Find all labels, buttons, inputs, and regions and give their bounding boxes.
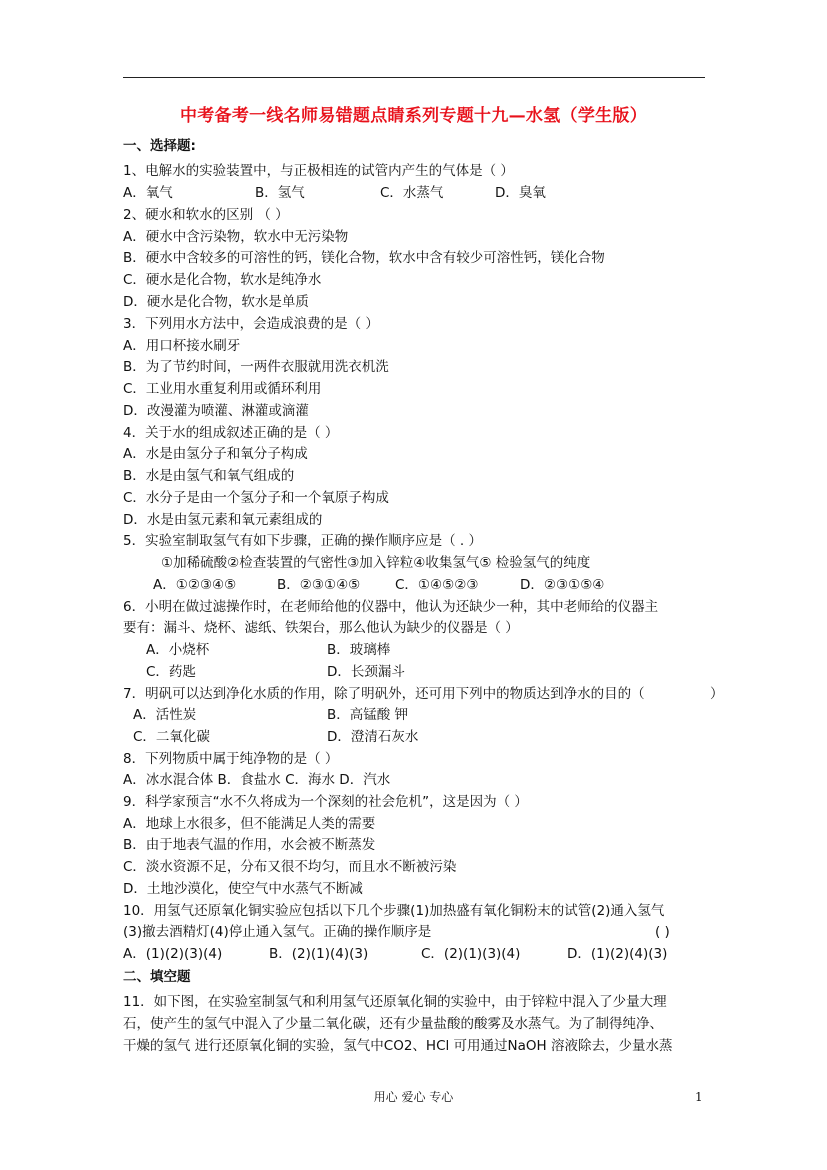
option: C．药匙: [146, 664, 196, 680]
header-rule: [123, 77, 705, 78]
question-2: 2、硬水和软水的区别 （ ）: [123, 207, 289, 223]
option: C．(2)(1)(3)(4): [421, 946, 521, 962]
option: D．长颈漏斗: [327, 664, 405, 680]
option: D．澄清石灰水: [327, 729, 419, 745]
question-7-close-paren: ）: [710, 686, 724, 702]
question-3-option-c: C．工业用水重复利用或循环利用: [123, 381, 322, 397]
option: C．水蒸气: [380, 185, 444, 201]
option: D．②③①⑤④: [520, 577, 605, 593]
question-1: 1、电解水的实验装置中，与正极相连的试管内产生的气体是（ ）: [123, 163, 514, 179]
question-10-answer-paren: ( ): [655, 924, 670, 940]
question-9-option-c: C．淡水资源不足，分布又很不均匀，而且水不断被污染: [123, 859, 457, 875]
question-9-option-b: B．由于地表气温的作用，水会被不断蒸发: [123, 837, 376, 853]
question-3: 3．下列用水方法中，会造成浪费的是（ ）: [123, 316, 379, 332]
option: D．臭氧: [495, 185, 546, 201]
option: A．①②③④⑤: [153, 577, 237, 593]
option: B．氢气: [255, 185, 305, 201]
document-title: 中考备考一线名师易错题点睛系列专题十九—水氢（学生版）: [179, 106, 648, 126]
question-9-option-d: D．土地沙漠化，使空气中水蒸气不断减: [123, 881, 363, 897]
question-4-option-c: C．水分子是由一个氢分子和一个氧原子构成: [123, 490, 389, 506]
question-4: 4．关于水的组成叙述正确的是（ ）: [123, 425, 339, 441]
option: D．(1)(2)(4)(3): [567, 946, 668, 962]
question-2-option-b: B．硬水中含较多的可溶性的钙，镁化合物，软水中含有较少可溶性钙，镁化合物: [123, 250, 605, 266]
question-4-option-b: B．水是由氢气和氧气组成的: [123, 468, 295, 484]
page-number: 1: [695, 1090, 703, 1104]
question-6-line-1: 6．小明在做过滤操作时，在老师给他的仪器中，他认为还缺少一种，其中老师给的仪器主: [123, 599, 659, 615]
option: A．(1)(2)(3)(4): [123, 946, 223, 962]
option: B．(2)(1)(4)(3): [269, 946, 369, 962]
section-heading-choice: 一、选择题:: [123, 138, 196, 154]
page-footer: 用心 爱心 专心: [373, 1090, 454, 1104]
question-10-line-2: (3)撤去酒精灯(4)停止通入氢气。正确的操作顺序是: [123, 924, 432, 940]
question-8-options: A．冰水混合体 B．食盐水 C．海水 D．汽水: [123, 772, 391, 788]
question-6-line-2: 要有：漏斗、烧杯、滤纸、铁架台，那么他认为缺少的仪器是（ ）: [123, 620, 519, 636]
question-9: 9．科学家预言“水不久将成为一个深刻的社会危机”，这是因为（ ）: [123, 794, 528, 810]
question-11-line-2: 石，使产生的氢气中混入了少量二氧化碳，还有少量盐酸的酸雾及水蒸气。为了制得纯净、: [123, 1016, 663, 1032]
question-11-line-3: 干燥的氢气 进行还原氧化铜的实验，氢气中CO2、HCl 可用通过NaOH 溶液除去，少量水蒸: [123, 1038, 673, 1054]
question-5-steps: ①加稀硫酸②检查装置的气密性③加入锌粒④收集氢气⑤ 检验氢气的纯度: [161, 555, 591, 571]
question-3-option-a: A．用口杯接水刷牙: [123, 338, 241, 354]
question-4-option-d: D．水是由氢元素和氧元素组成的: [123, 512, 323, 528]
question-10-line-1: 10．用氢气还原氧化铜实验应包括以下几个步骤(1)加热盛有氧化铜粉末的试管(2)通入氢气: [123, 903, 665, 919]
option: C．①④⑤②③: [395, 577, 479, 593]
question-7: 7．明矾可以达到净化水质的作用，除了明矾外，还可用下列中的物质达到净水的目的（: [123, 686, 645, 702]
question-4-option-a: A．水是由氢分子和氧分子构成: [123, 446, 308, 462]
question-2-option-c: C．硬水是化合物，软水是纯净水: [123, 272, 322, 288]
option: A．活性炭: [133, 707, 197, 723]
option: A．小烧杯: [146, 642, 210, 658]
option: B．②③①④⑤: [277, 577, 361, 593]
question-3-option-b: B．为了节约时间，一两件衣服就用洗衣机洗: [123, 359, 389, 375]
question-9-option-a: A．地球上水很多，但不能满足人类的需要: [123, 816, 376, 832]
question-2-option-a: A．硬水中含污染物，软水中无污染物: [123, 229, 349, 245]
section-heading-fill-in: 二、填空题: [123, 969, 191, 985]
option: C．二氧化碳: [133, 729, 210, 745]
question-11-line-1: 11．如下图，在实验室制氢气和利用氢气还原氧化铜的实验中，由于锌粒中混入了少量大理: [123, 994, 667, 1010]
option: B．玻璃棒: [327, 642, 391, 658]
question-2-option-d: D．硬水是化合物，软水是单质: [123, 294, 309, 310]
option: A．氧气: [123, 185, 173, 201]
option: B．高锰酸 钾: [327, 707, 409, 723]
question-3-option-d: D．改漫灌为喷灌、淋灌或滴灌: [123, 403, 309, 419]
question-5: 5．实验室制取氢气有如下步骤，正确的操作顺序应是（ . ）: [123, 533, 482, 549]
question-8: 8．下列物质中属于纯净物的是（ ）: [123, 751, 339, 767]
